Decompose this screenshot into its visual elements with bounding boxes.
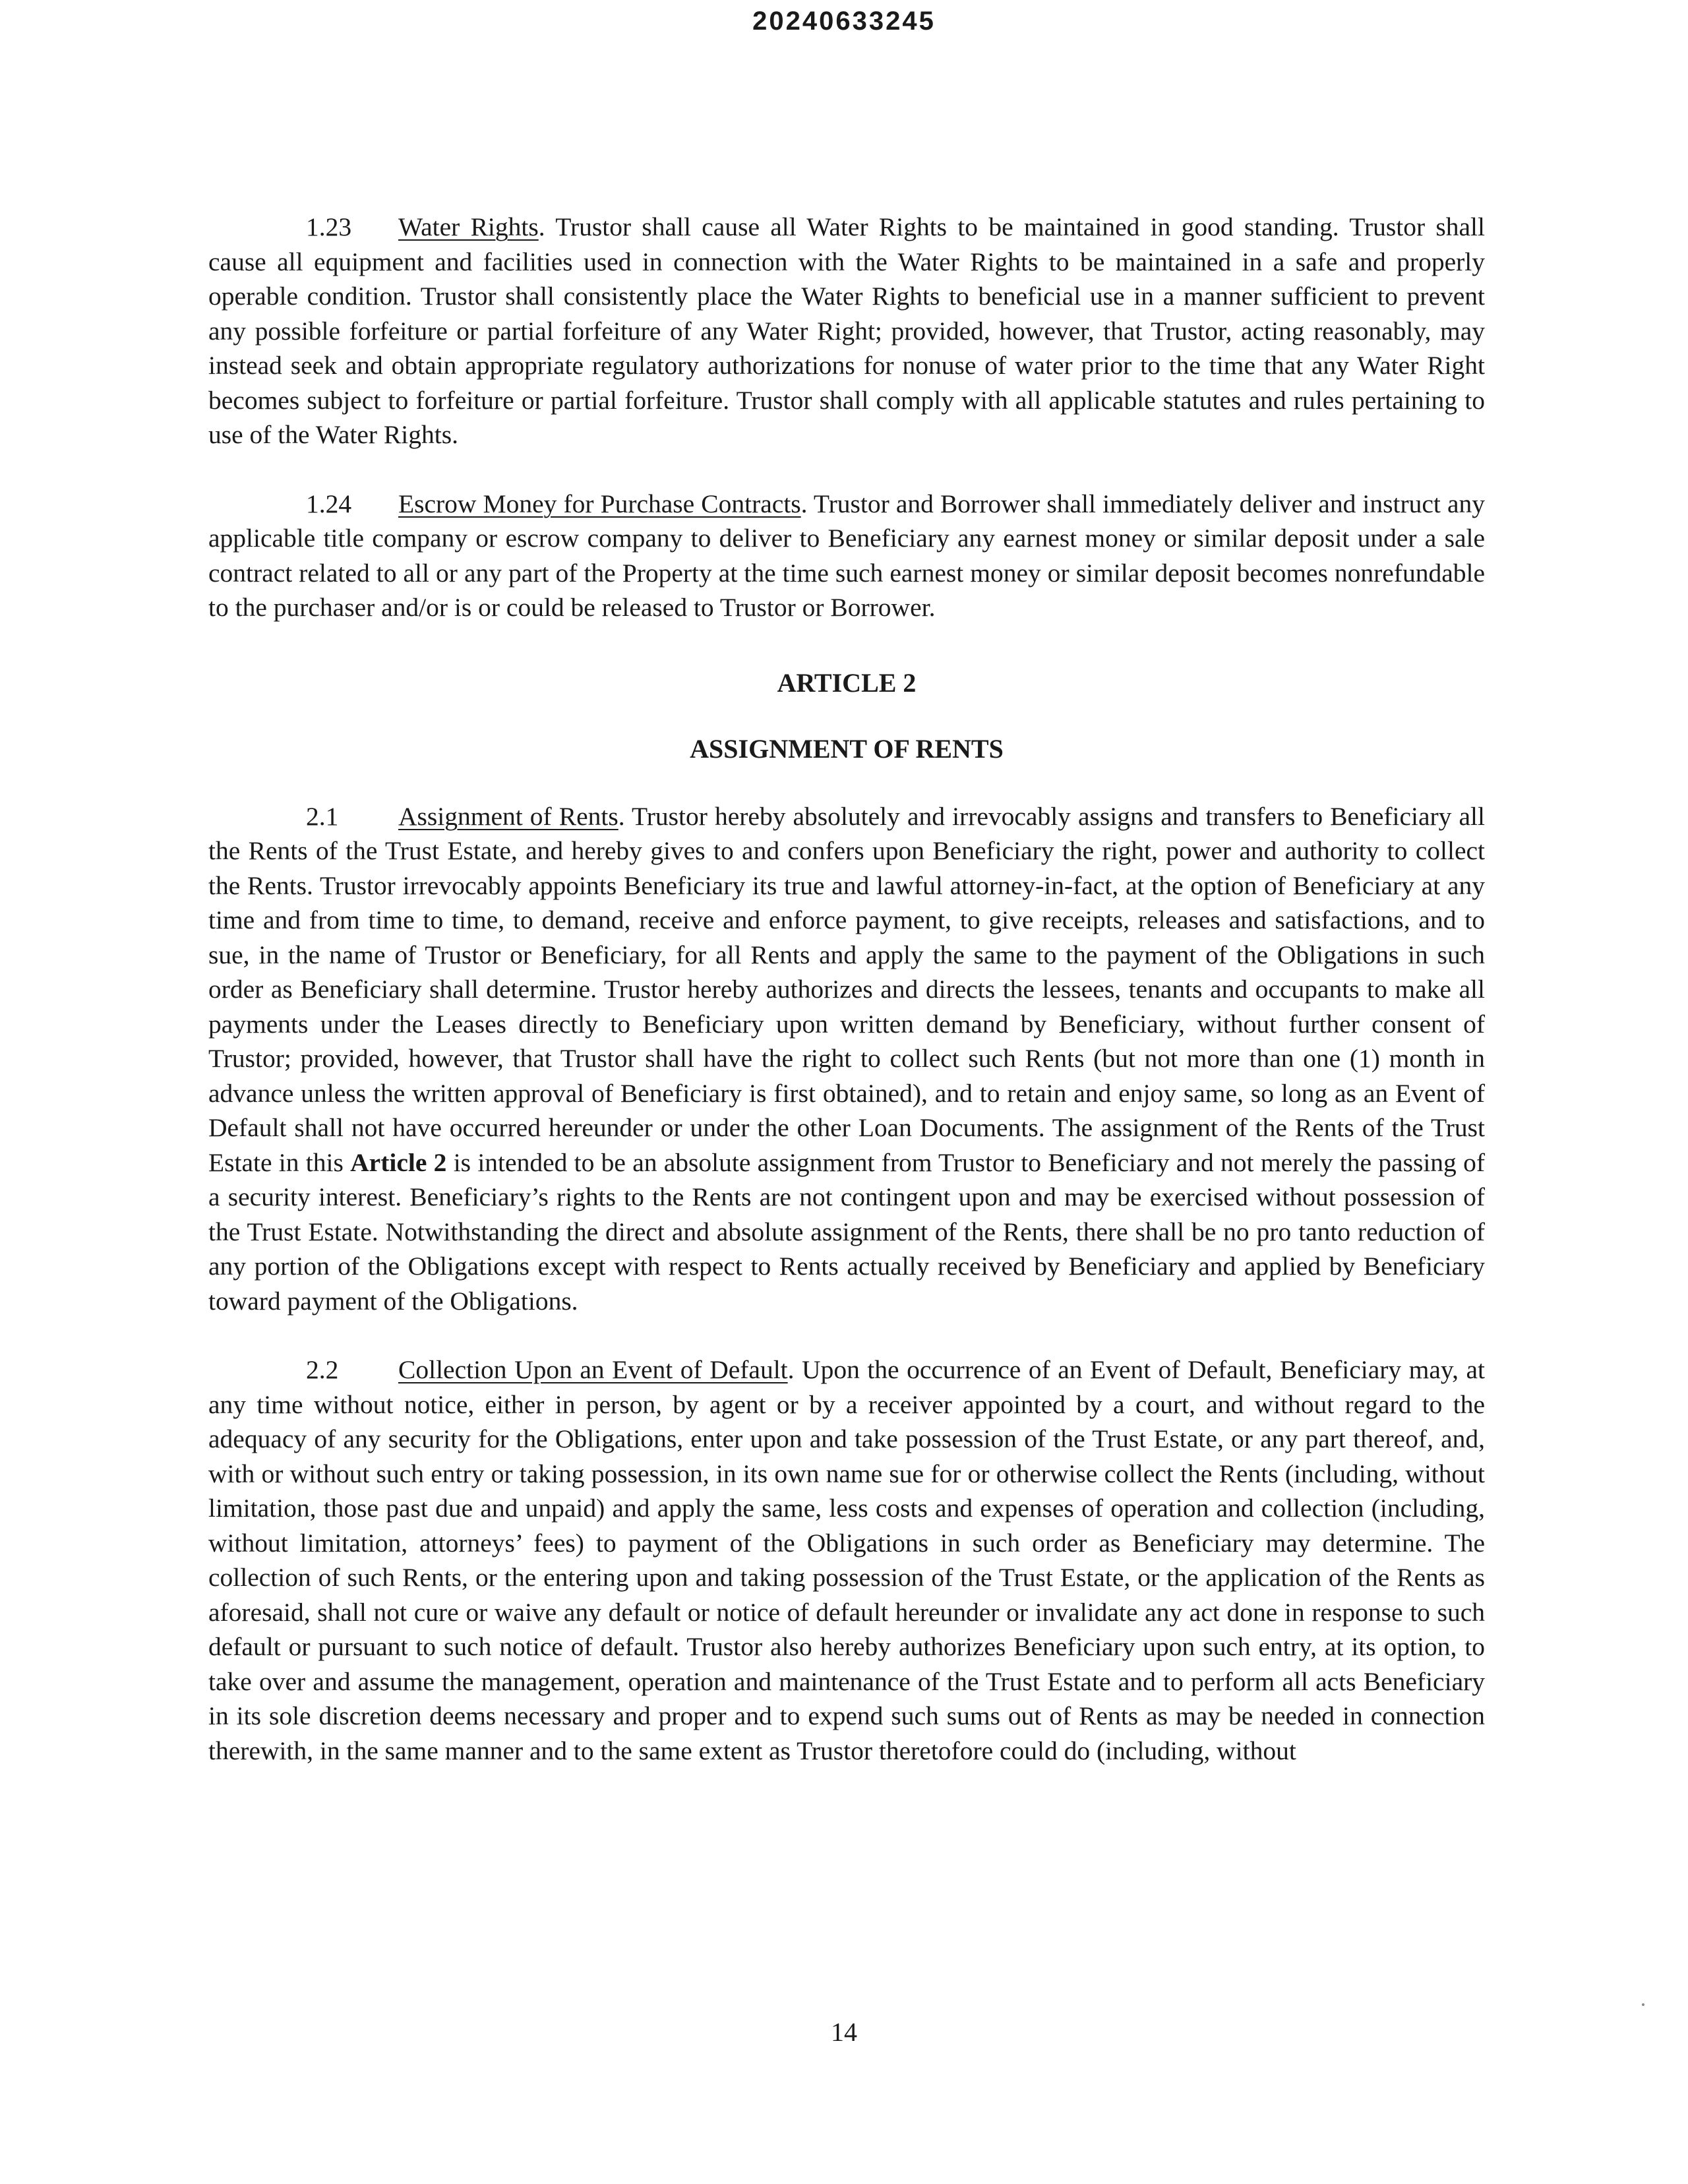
- article-reference: Article 2: [350, 1147, 447, 1177]
- page-body: [208, 210, 1485, 1768]
- article-subtitle: ASSIGNMENT OF RENTS: [690, 733, 1004, 764]
- section-text: is intended to be an absolute assignment from Trustor to Beneficiary and not merely the passing of a security interest. Beneficiary’s rights to the Rents are not contingent upon and may be exercised without possession of the Trust Estate. Notwithstanding the direct and absolute assignment of the Rents, there shall be no pro tanto reduction of any portion of the Obligations except with respect to Rents actually received by Beneficiary and applied by Beneficiary toward payment of the Obligations.: [208, 1147, 1485, 1316]
- section-number: 2.2: [306, 1355, 339, 1384]
- section-heading: Water Rights: [398, 212, 539, 241]
- section-heading: Escrow Money for Purchase Contracts: [398, 489, 801, 518]
- section-2-2: [208, 1352, 1485, 1768]
- section-1-23: [208, 210, 1485, 452]
- section-number: 1.24: [306, 489, 352, 518]
- section-text: . Trustor shall cause all Water Rights to be maintained in good standing. Trustor shall cause all equipment and facilities used in connection with the Water Rights to be maintained in a safe and properly operable condition. Trustor shall consistently place the Water Rights to beneficial use in a manner sufficient to prevent any possible forfeiture or partial forfeiture of any Water Right; provided, however, that Trustor, acting reasonably, may instead seek and obtain appropriate regulatory authorizations for nonuse of water prior to the time that any Water Right becomes subject to forfeiture or partial forfeiture. Trustor shall comply with all applicable statutes and rules pertaining to use of the Water Rights.: [208, 212, 1485, 449]
- section-heading: Collection Upon an Event of Default: [398, 1355, 788, 1384]
- document-number: 20240633245: [752, 7, 936, 36]
- section-1-24: [208, 487, 1485, 625]
- section-heading: Assignment of Rents: [398, 801, 618, 831]
- scan-speck: [1642, 2003, 1644, 2006]
- section-number: 1.23: [306, 212, 352, 241]
- section-text: . Trustor and Borrower shall immediately deliver and instruct any applicable title company or escrow company to deliver to Beneficiary any earnest money or similar deposit under a sale contract related to all or any part of the Property at the time such earnest money or similar deposit becomes nonrefundable to the purchaser and/or is or could be released to Trustor or Borrower.: [208, 489, 1485, 622]
- section-text: . Upon the occurrence of an Event of Default, Beneficiary may, at any time without notice, either in person, by agent or by a receiver appointed by a court, and without regard to the adequacy of any security for the Obligations, enter upon and take possession of the Trust Estate, or any part thereof, and, with or without such entry or taking possession, in its own name sue for or otherwise collect the Rents (including, without limitation, those past due and unpaid) and apply the same, less costs and expenses of operation and collection (including, without limitation, attorneys’ fees) to payment of the Obligations in such order as Beneficiary may determine. The collection of such Rents, or the entering upon and taking possession of the Trust Estate, or the application of the Rents as aforesaid, shall not cure or waive any default or notice of default hereunder or invalidate any act done in response to such default or pursuant to such notice of default. Trustor also hereby authorizes Beneficiary upon such entry, at its option, to take over and assume the management, operation and maintenance of the Trust Estate and to perform all acts Beneficiary in its sole discretion deems necessary and proper and to expend such sums out of Rents as may be needed in connection therewith, in the same manner and to the same extent as Trustor theretofore could do (including, without: [208, 1355, 1485, 1765]
- section-text: . Trustor hereby absolutely and irrevocably assigns and transfers to Beneficiary all the Rents of the Trust Estate, and hereby gives to and confers upon Beneficiary the right, power and authority to collect the Rents. Trustor irrevocably appoints Beneficiary its true and lawful attorney-in-fact, at the option of Beneficiary at any time and from time to time, to demand, receive and enforce payment, to give receipts, releases and satisfactions, and to sue, in the name of Trustor or Beneficiary, for all Rents and apply the same to the payment of the Obligations in such order as Beneficiary shall determine. Trustor hereby authorizes and directs the lessees, tenants and occupants to make all payments under the Leases directly to Beneficiary upon written demand by Beneficiary, without further consent of Trustor; provided, however, that Trustor shall have the right to collect such Rents (but not more than one (1) month in advance unless the written approval of Beneficiary is first obtained), and to retain and enjoy same, so long as an Event of Default shall not have occurred hereunder or under the other Loan Documents. The assignment of the Rents of the Trust Estate in this: [208, 801, 1485, 1177]
- section-2-1: [208, 799, 1485, 1319]
- section-number: 2.1: [306, 801, 339, 831]
- page-number: 14: [831, 2017, 857, 2047]
- article-title: ARTICLE 2: [777, 667, 917, 698]
